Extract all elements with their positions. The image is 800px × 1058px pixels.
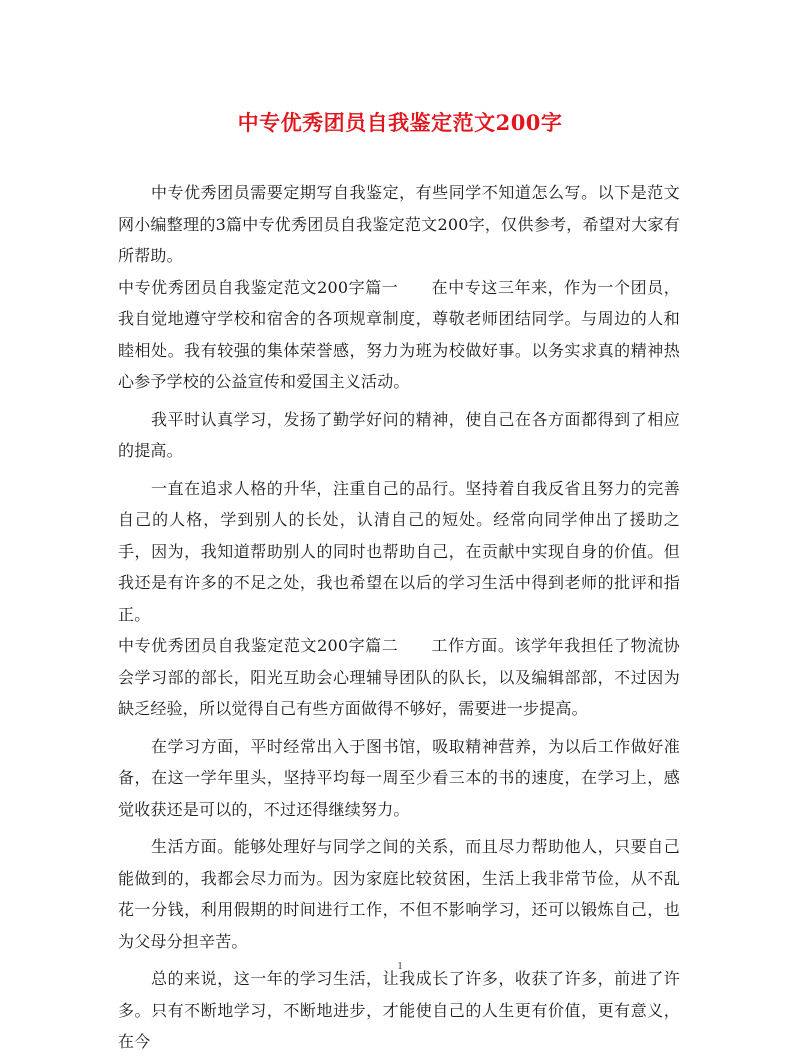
paragraph-learning: 在学习方面，平时经常出入于图书馆，吸取精神营养，为以后工作做好准备，在这一学年里头，坚持平均每一周至少看三本的书的速度，在学习上，感觉收获还是可以的，不过还得继续努力。 xyxy=(118,736,680,819)
paragraph-essay-two-heading: 中专优秀团员自我鉴定范文200字篇二 工作方面。该学年我担任了物流协会学习部的部长，阳光互助会心理辅导团队的队长，以及编辑部部，不过因为缺乏经验，所以觉得自己有些方面做得不够好，需要进一步提高。 xyxy=(118,636,680,718)
paragraph-study: 我平时认真学习，发扬了勤学好问的精神，使自己在各方面都得到了相应的提高。 xyxy=(118,409,680,460)
page-number: 1 xyxy=(397,960,403,972)
paragraph-character: 一直在追求人格的升华，注重自己的品行。坚持着自我反省且努力的完善自己的人格，学到别人的长处，认清自己的短处。经常向同学伸出了援助之手，因为，我知道帮助别人的同时也帮助自己，在贡献中实现自身的价值。但我还是有许多的不足之处，我也希望在以后的学习生活中得到老师的批评和指正。 xyxy=(118,478,680,624)
paragraph-summary: 总的来说，这一年的学习生活，让我成长了许多，收获了许多，前进了许多。只有不断地学习，不断地进步，才能使自己的人生更有价值，更有意义，在今 xyxy=(118,969,680,1051)
paragraph-essay-one-heading: 中专优秀团员自我鉴定范文200字篇一 在中专这三年来，作为一个团员，我自觉地遵守学校和宿舍的各项规章制度，尊敬老师团结同学。与周边的人和睦相处。我有较强的集体荣誉感，努力为班为校做好事。以务实求真的精神热心参予学校的公益宣传和爱国主义活动。 xyxy=(118,277,680,391)
document-body xyxy=(118,177,680,1058)
document-title: 中专优秀团员自我鉴定范文200字 xyxy=(237,110,563,135)
paragraph-life: 生活方面。能够处理好与同学之间的关系，而且尽力帮助他人，只要自己能做到的，我都会尽力而为。因为家庭比较贫困，生活上我非常节俭，从不乱花一分钱，利用假期的时间进行工作，不但不影响学习，还可以锻炼自己，也为父母分担辛苦。 xyxy=(118,837,680,951)
paragraph-intro: 中专优秀团员需要定期写自我鉴定，有些同学不知道怎么写。以下是范文网小编整理的3篇中专优秀团员自我鉴定范文200字，仅供参考，希望对大家有所帮助。 xyxy=(118,183,680,265)
